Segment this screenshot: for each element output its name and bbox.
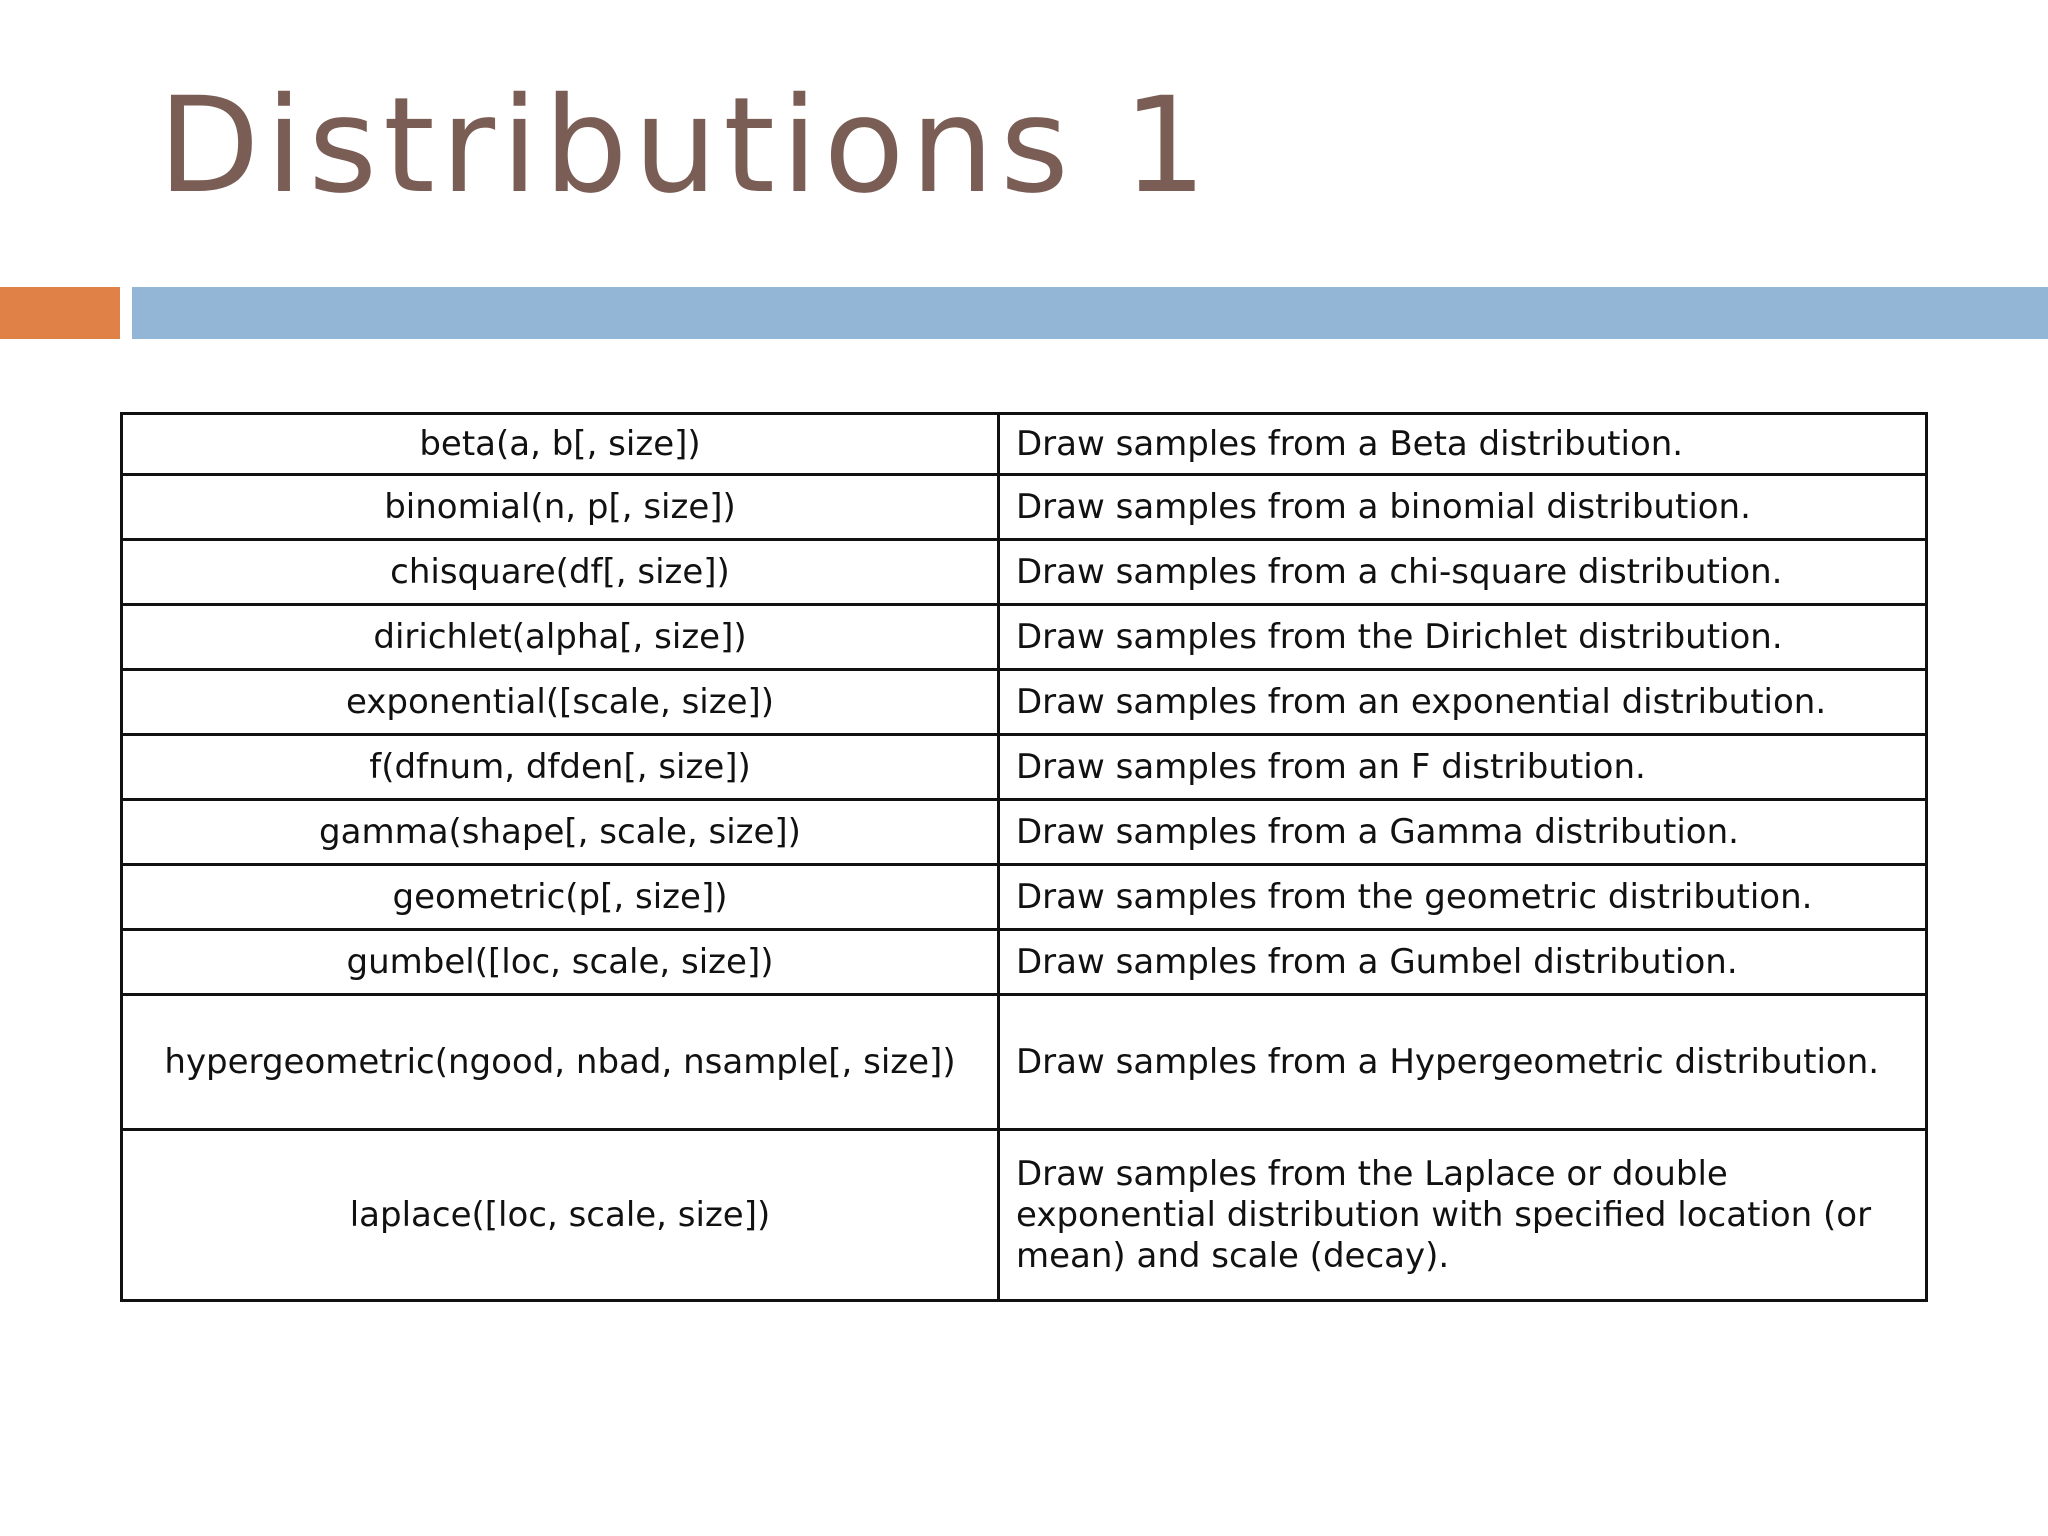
description-cell: Draw samples from the Laplace or double exponential distribution with specified location (or mean) and scale (decay). [999, 1130, 1927, 1301]
description-cell: Draw samples from a Gamma distribution. [999, 800, 1927, 865]
description-cell: Draw samples from a Beta distribution. [999, 414, 1927, 475]
table-row [122, 475, 1927, 540]
table-row [122, 930, 1927, 995]
function-cell: binomial(n, p[, size]) [122, 475, 999, 540]
page-title: Distributions 1 [158, 69, 1213, 223]
function-cell: geometric(p[, size]) [122, 865, 999, 930]
description-cell: Draw samples from an exponential distribution. [999, 670, 1927, 735]
function-cell: exponential([scale, size]) [122, 670, 999, 735]
table-row [122, 670, 1927, 735]
function-cell: hypergeometric(ngood, nbad, nsample[, size]) [122, 995, 999, 1130]
table-row [122, 800, 1927, 865]
distributions-table [120, 412, 1928, 1302]
function-cell: dirichlet(alpha[, size]) [122, 605, 999, 670]
description-cell: Draw samples from the geometric distribution. [999, 865, 1927, 930]
table-row [122, 865, 1927, 930]
description-cell: Draw samples from a chi-square distribution. [999, 540, 1927, 605]
function-cell: gamma(shape[, scale, size]) [122, 800, 999, 865]
blue-accent-bar [132, 287, 2048, 339]
description-cell: Draw samples from a binomial distribution. [999, 475, 1927, 540]
function-cell: gumbel([loc, scale, size]) [122, 930, 999, 995]
description-cell: Draw samples from a Gumbel distribution. [999, 930, 1927, 995]
description-cell: Draw samples from a Hypergeometric distribution. [999, 995, 1927, 1130]
orange-accent-bar [0, 287, 120, 339]
table-row [122, 540, 1927, 605]
description-cell: Draw samples from an F distribution. [999, 735, 1927, 800]
function-cell: beta(a, b[, size]) [122, 414, 999, 475]
table-row [122, 414, 1927, 475]
function-cell: f(dfnum, dfden[, size]) [122, 735, 999, 800]
table-row [122, 735, 1927, 800]
function-cell: laplace([loc, scale, size]) [122, 1130, 999, 1301]
table-row [122, 1130, 1927, 1301]
description-cell: Draw samples from the Dirichlet distribution. [999, 605, 1927, 670]
table-row [122, 995, 1927, 1130]
function-cell: chisquare(df[, size]) [122, 540, 999, 605]
table-row [122, 605, 1927, 670]
